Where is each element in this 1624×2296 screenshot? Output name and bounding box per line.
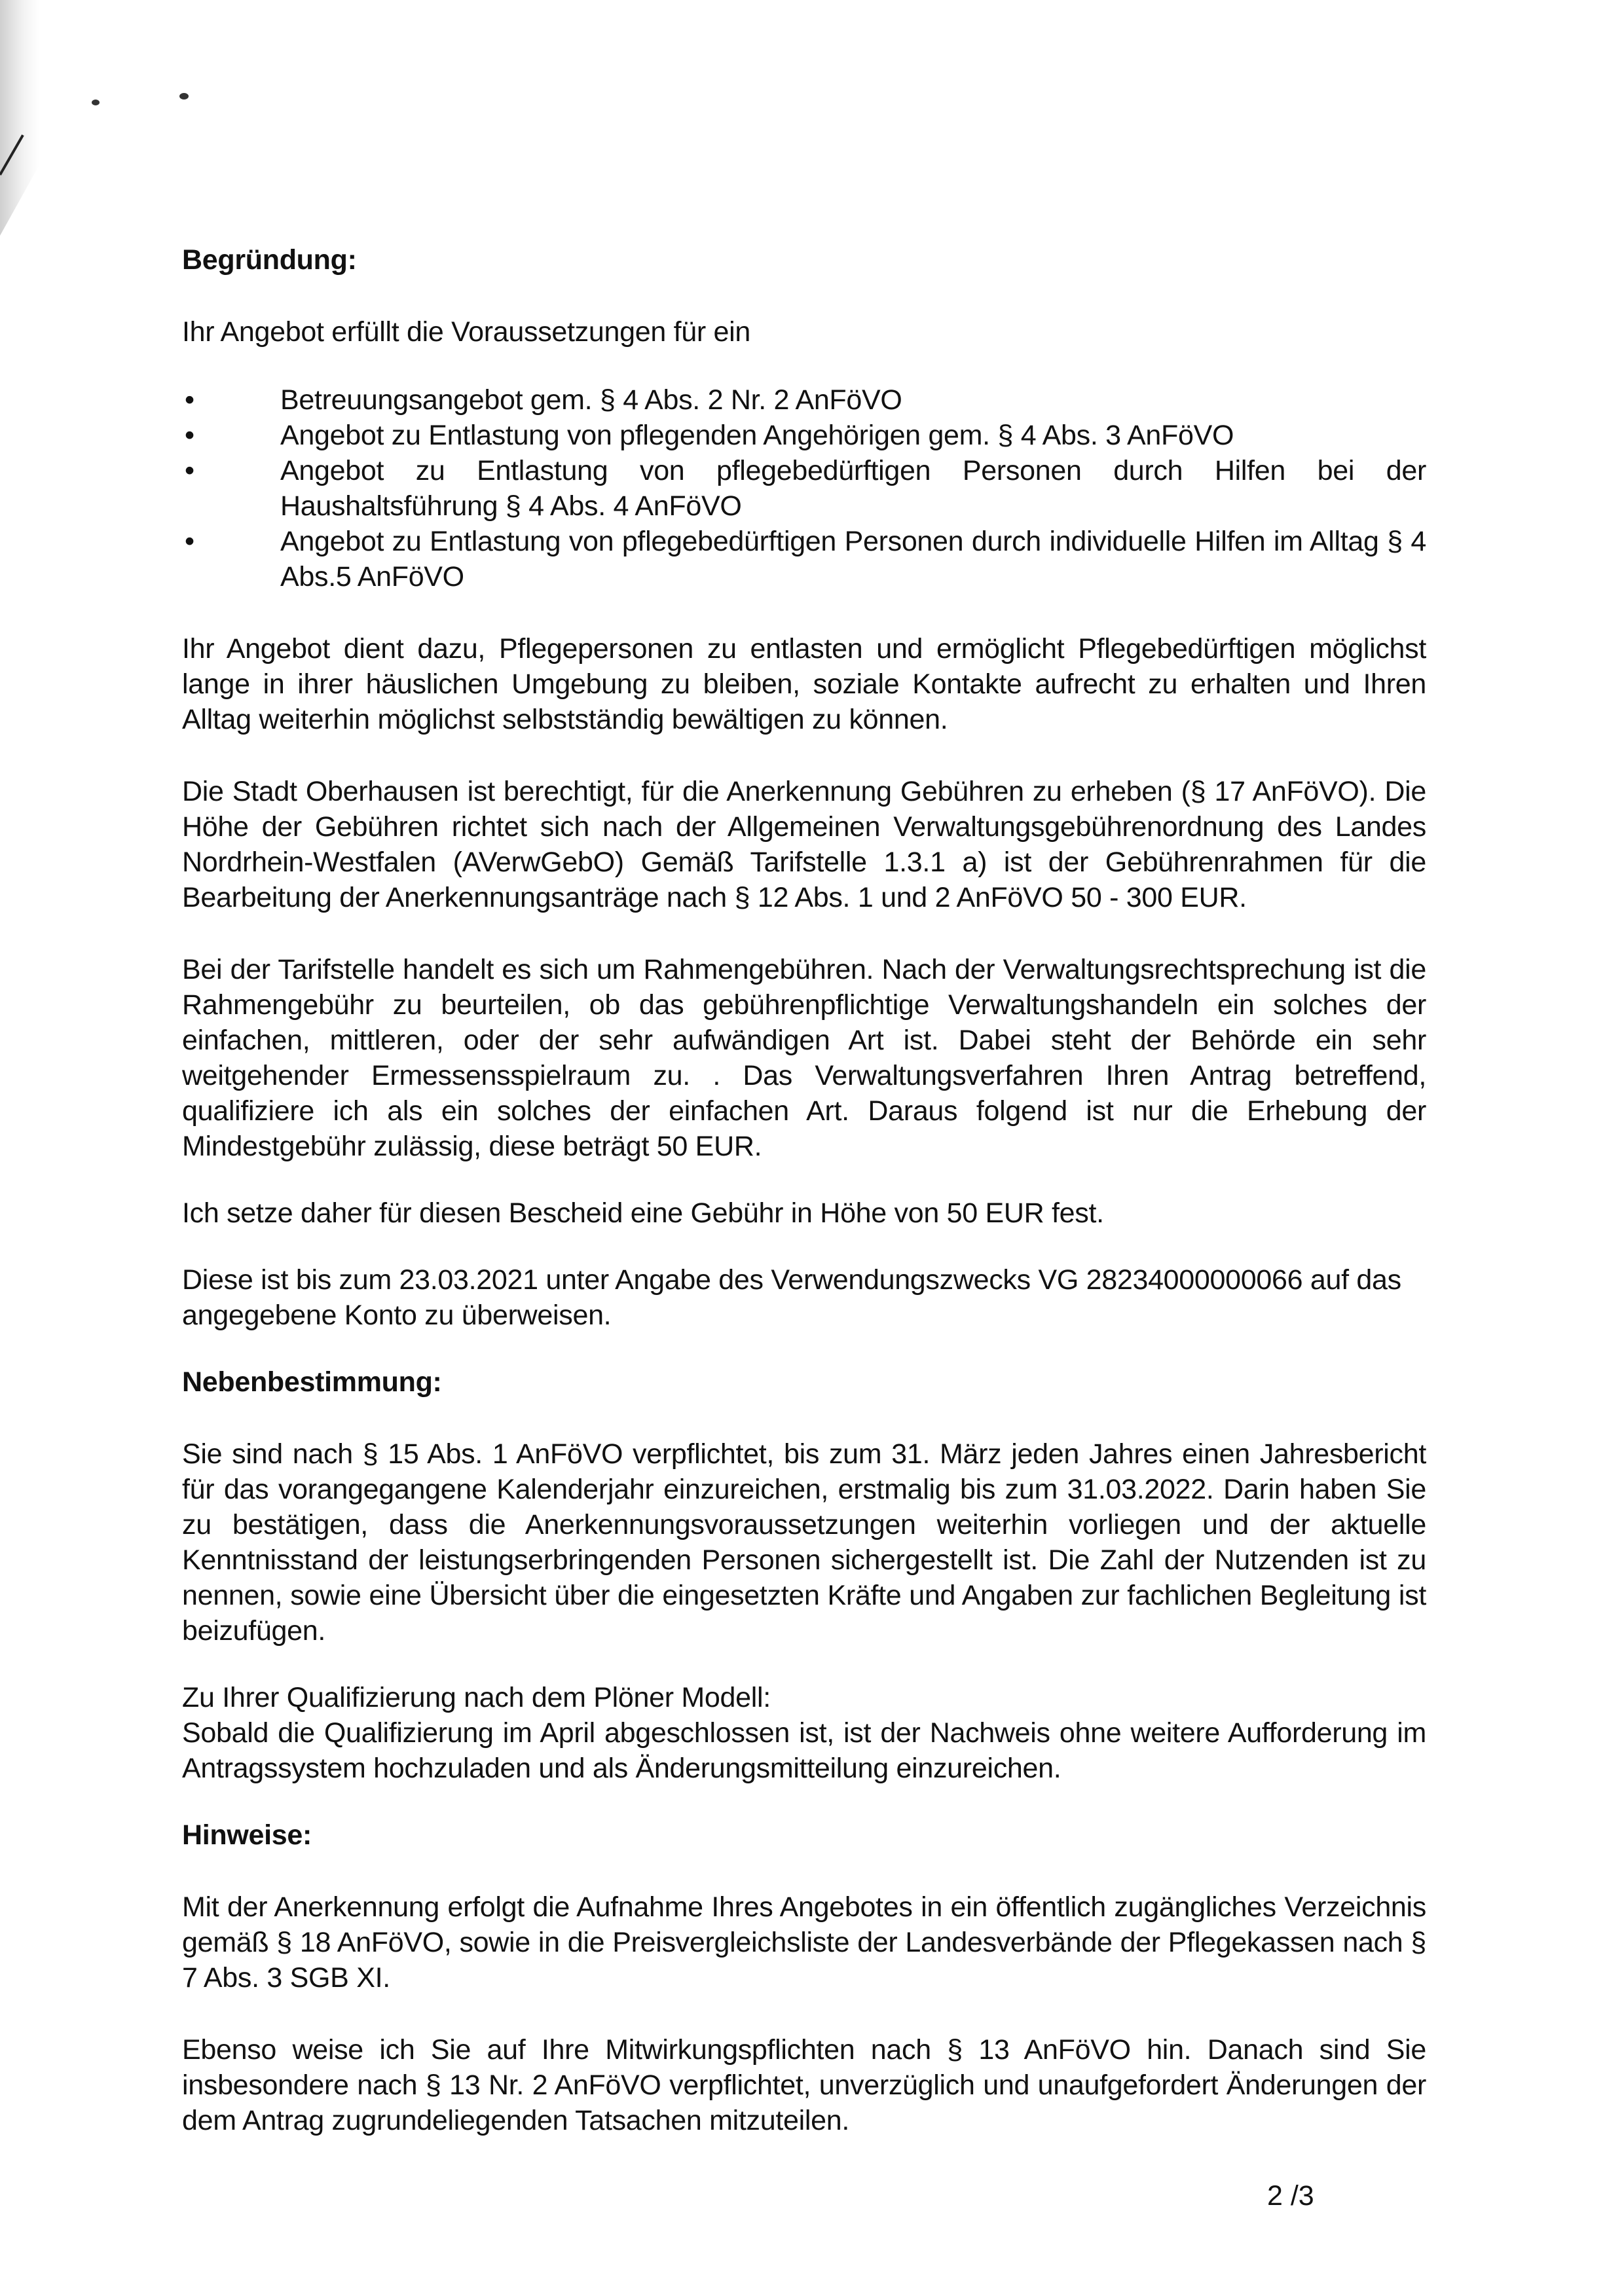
- list-item: [182, 382, 1426, 418]
- list-item-text: Angebot zu Entlastung von pflegebedürftigen Personen durch Hilfen bei der Haushaltsführung § 4 Abs. 4 AnFöVO: [280, 455, 1426, 522]
- bullet-icon: •: [185, 526, 194, 557]
- bullet-icon: •: [185, 384, 194, 416]
- fee-assessment-paragraph: Bei der Tarifstelle handelt es sich um Rahmengebühren. Nach der Verwaltungsrechtsprechung ist die Rahmengebühr zu beurteilen, ob das gebührenpflichtige Verwaltungshandeln ein solches der einfachen, mittleren, oder der sehr aufwändigen Art ist. Dabei steht der Behörde ein sehr weitgehender Ermessensspielraum zu. . Das Verwaltungsverfahren Ihren Antrag betreffend, qualifiziere ich als ein solches der einfachen Art. Daraus folgend ist nur die Erhebung der Mindestgebühr zulässig, diese beträgt 50 EUR.: [182, 954, 1426, 1162]
- bullet-icon: •: [185, 420, 194, 451]
- qualification-text: Sobald die Qualifizierung im April abgeschlossen ist, ist der Nachweis ohne weitere Aufforderung im Antragssystem hochzuladen und als Änderungsmitteilung einzureichen.: [182, 1717, 1426, 1784]
- page-number: 2 /3: [1267, 2180, 1314, 2212]
- list-item: [182, 453, 1426, 524]
- fee-decision-paragraph: Ich setze daher für diesen Bescheid eine Gebühr in Höhe von 50 EUR fest.: [182, 1197, 1104, 1229]
- list-item-text: Betreuungsangebot gem. § 4 Abs. 2 Nr. 2 AnFöVO: [280, 384, 902, 416]
- fee-authority-paragraph: Die Stadt Oberhausen ist berechtigt, für die Anerkennung Gebühren zu erheben (§ 17 AnFöVO). Die Höhe der Gebühren richtet sich nach der Allgemeinen Verwaltungsgebührenordnung des Landes Nordrhein-Westfalen (AVerwGebO) Gemäß Tarifstelle 1.3.1 a) ist der Gebührenrahmen für die Bearbeitung der Anerkennungsanträge nach § 12 Abs. 1 und 2 AnFöVO 50 - 300 EUR.: [182, 776, 1426, 913]
- list-item: [182, 524, 1426, 594]
- section-heading-nebenbestimmung: Nebenbestimmung:: [182, 1366, 442, 1398]
- payment-instructions-paragraph: Diese ist bis zum 23.03.2021 unter Angabe des Verwendungszwecks VG 28234000000066 auf das angegebene Konto zu überweisen.: [182, 1264, 1401, 1331]
- document-page: [182, 242, 1426, 2138]
- purpose-paragraph: Ihr Angebot dient dazu, Pflegepersonen zu entlasten und ermöglicht Pflegebedürftigen möglichst lange in ihrer häuslichen Umgebung zu bleiben, soziale Kontakte aufrecht zu erhalten und Ihren Alltag weiterhin möglichst selbstständig bewältigen zu können.: [182, 633, 1426, 735]
- bullet-icon: •: [185, 455, 194, 486]
- annual-report-paragraph: Sie sind nach § 15 Abs. 1 AnFöVO verpflichtet, bis zum 31. März jeden Jahres einen Jahresbericht für das vorangegangene Kalenderjahr einzureichen, erstmalig bis zum 31.03.2022. Darin haben Sie zu bestätigen, dass die Anerkennungsvoraussetzungen weiterhin vorliegen und der aktuelle Kenntnisstand der leistungserbringenden Personen sichergestellt ist. Die Zahl der Nutzenden ist zu nennen, sowie eine Übersicht über die eingesetzten Kräfte und Angaben zur fachlichen Begleitung ist beizufügen.: [182, 1438, 1426, 1647]
- scan-speck: [92, 100, 100, 105]
- list-item: [182, 418, 1426, 453]
- scan-speck: [179, 93, 189, 100]
- qualification-label: Zu Ihrer Qualifizierung nach dem Plöner Modell:: [182, 1682, 771, 1713]
- requirements-list: [182, 382, 1426, 594]
- directory-listing-paragraph: Mit der Anerkennung erfolgt die Aufnahme Ihres Angebotes in ein öffentlich zugängliches Verzeichnis gemäß § 18 AnFöVO, sowie in die Preisvergleichsliste der Landesverbände der Pflegekassen nach § 7 Abs. 3 SGB XI.: [182, 1891, 1426, 1994]
- section-heading-hinweise: Hinweise:: [182, 1819, 312, 1851]
- cooperation-duties-paragraph: Ebenso weise ich Sie auf Ihre Mitwirkungspflichten nach § 13 AnFöVO hin. Danach sind Sie insbesondere nach § 13 Nr. 2 AnFöVO verpflichtet, unverzüglich und unaufgefordert Änderungen der dem Antrag zugrundeliegenden Tatsachen mitzuteilen.: [182, 2034, 1426, 2136]
- scan-corner-shadow: [0, 0, 39, 236]
- intro-text: Ihr Angebot erfüllt die Voraussetzungen für ein: [182, 316, 750, 348]
- list-item-text: Angebot zu Entlastung von pflegenden Angehörigen gem. § 4 Abs. 3 AnFöVO: [280, 420, 1234, 451]
- section-heading-begruendung: Begründung:: [182, 244, 357, 276]
- list-item-text: Angebot zu Entlastung von pflegebedürftigen Personen durch individuelle Hilfen im Alltag § 4 Abs.5 AnFöVO: [280, 526, 1426, 592]
